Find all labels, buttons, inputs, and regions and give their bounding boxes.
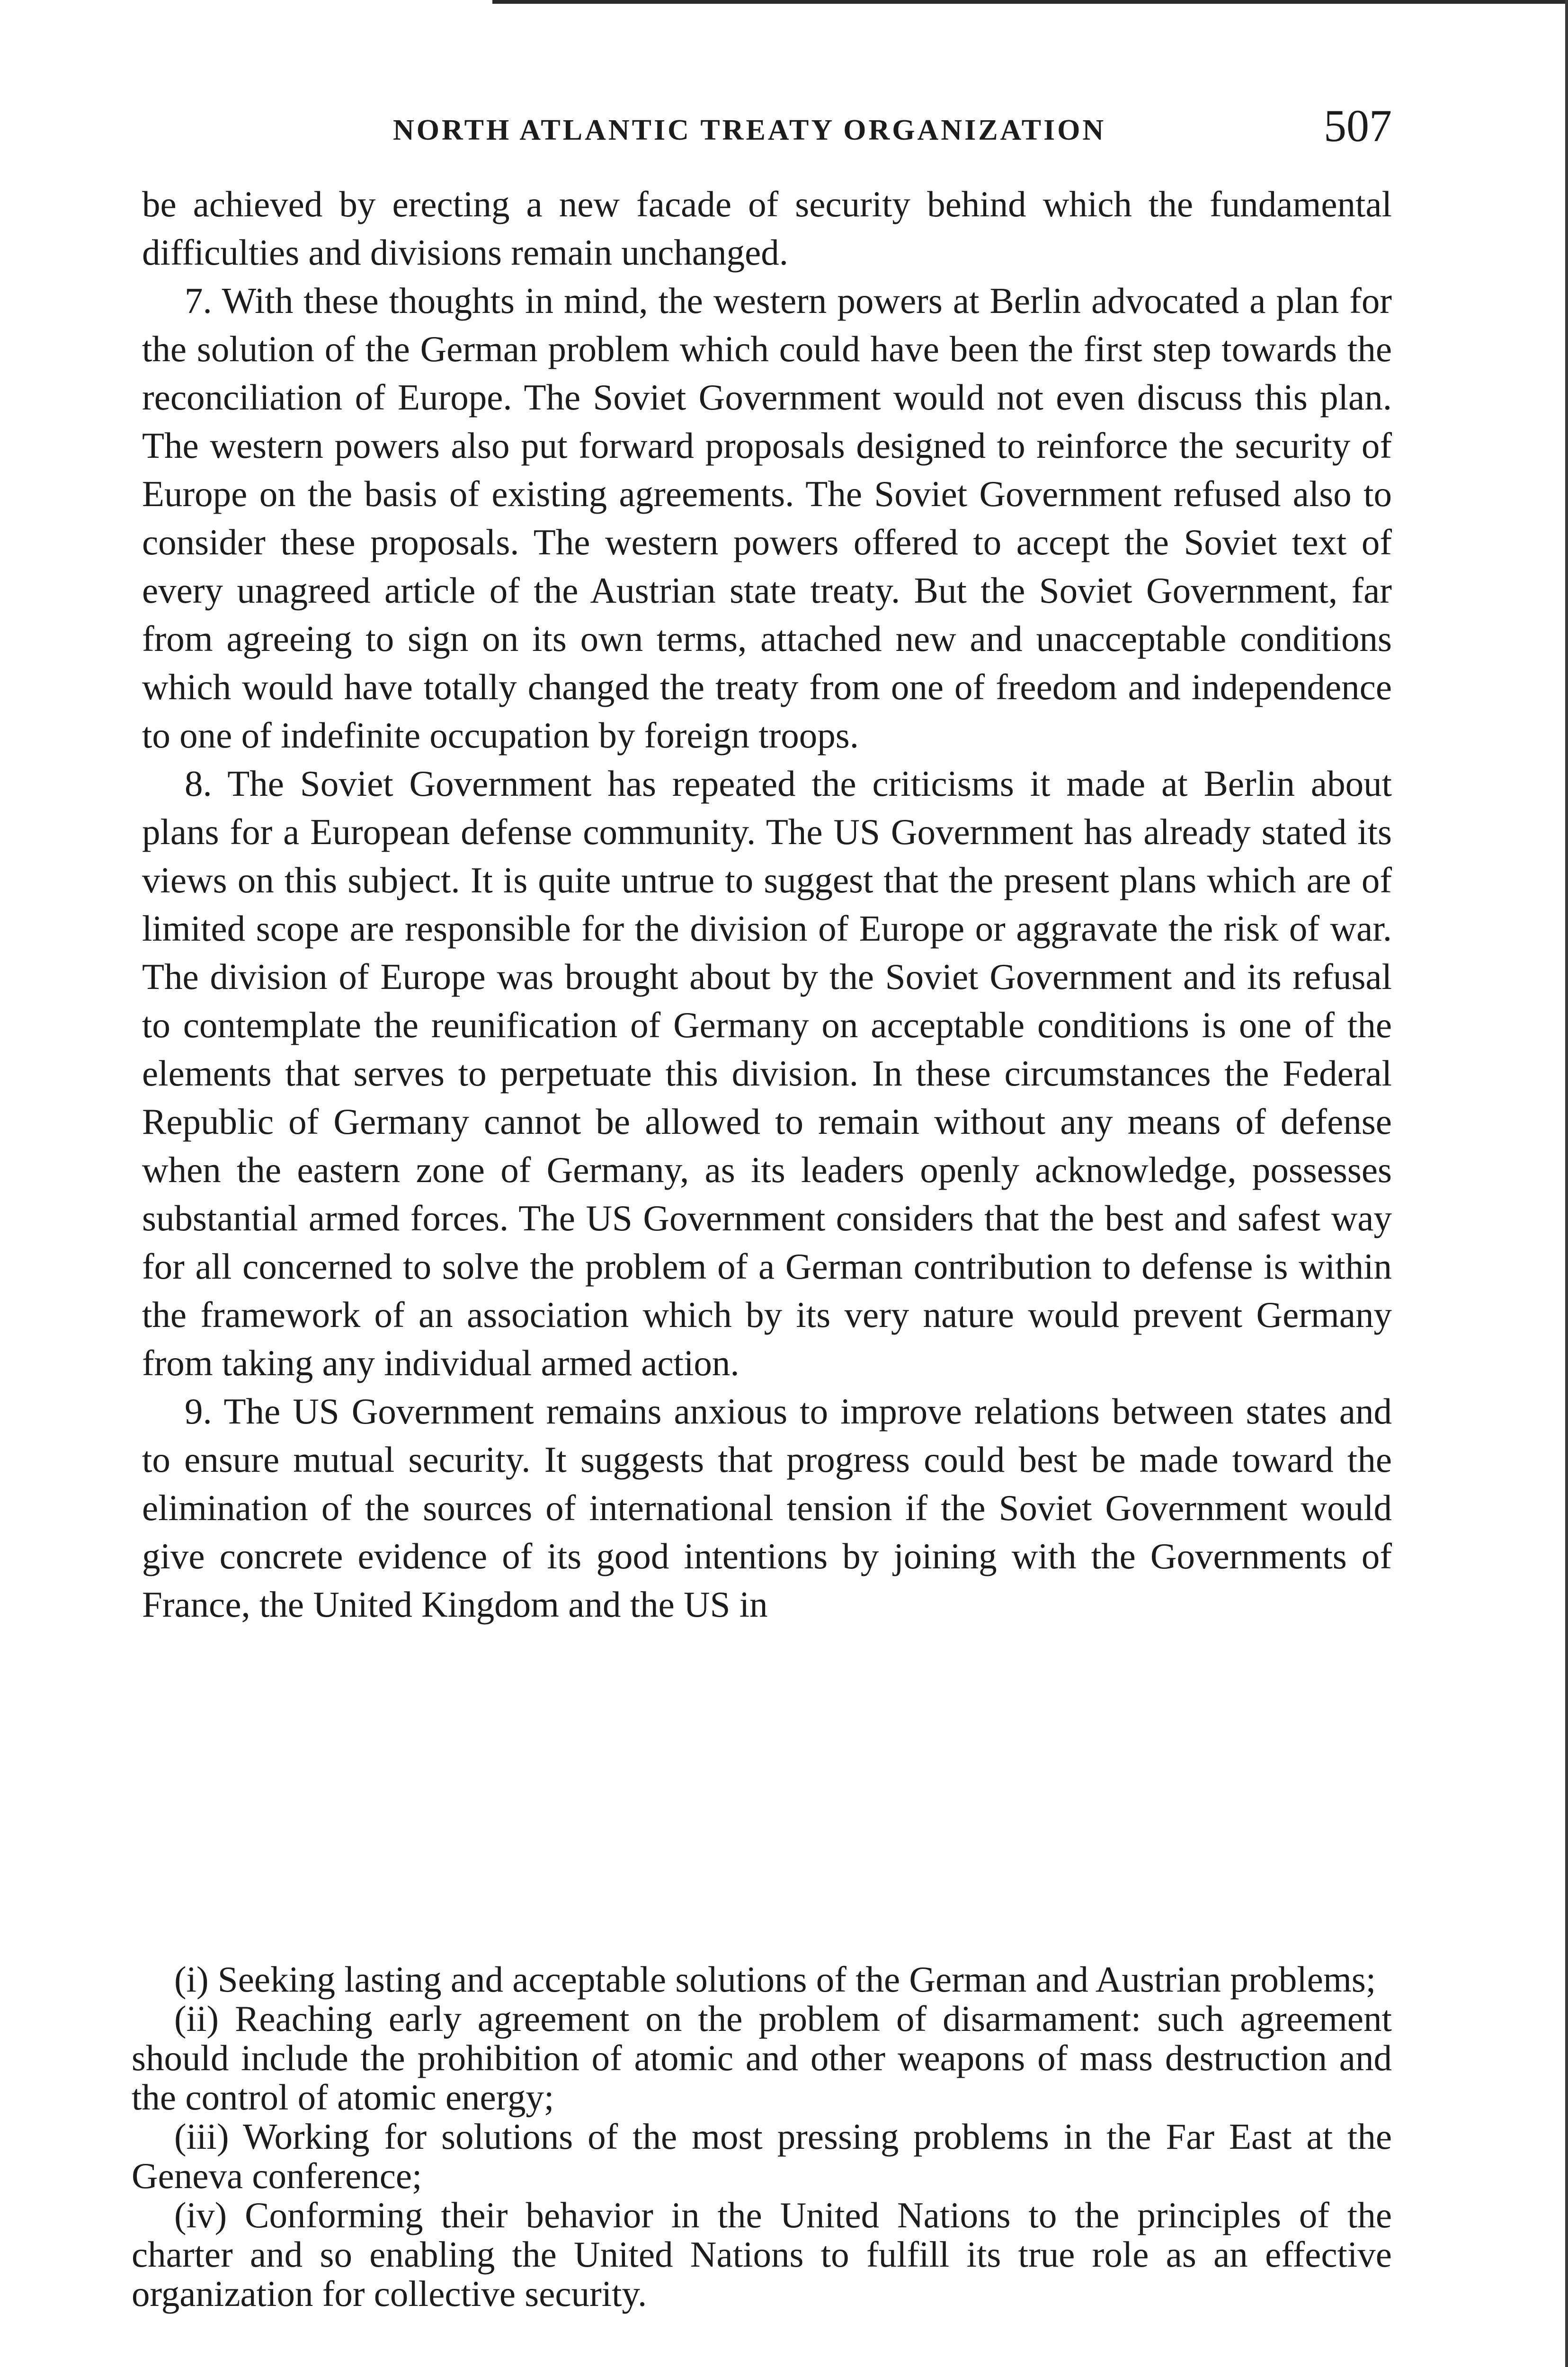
paragraph-8: 8. The Soviet Government has repeated the criticisms it made at Berlin about plans for a European defense community. The US Government has already stated its views on this subject. It is quite untrue to suggest that the present plans which are of limited scope are responsible for the division of Europe or aggravate the risk of war. The division of Europe was brought about by the Soviet Government and its refusal to contemplate the reunification of Germany on acceptable conditions is one of the elements that serves to perpetuate this division. In these circumstances the Federal Republic of Germany cannot be allowed to remain without any means of defense when the eastern zone of Germany, as its leaders openly acknowledge, possesses substantial armed forces. The US Government considers that the best and safest way for all concerned to solve the problem of a German contribution to defense is within the framework of an association which by its very nature would prevent Germany from taking any individual armed action. (142, 763, 1392, 1383)
running-header (142, 99, 1392, 166)
list-item-ii: (ii) Reaching early agreement on the problem of disarmament: such agreement should include the prohibition of atomic and other weapons of mass destruction and the control of atomic energy; (132, 1998, 1392, 2118)
top-border-rule (492, 0, 1568, 4)
paragraph-continuation: be achieved by erecting a new facade of security behind which the fundamental difficulties and divisions remain unchanged. (142, 184, 1392, 273)
paragraph-9: 9. The US Government remains anxious to improve relations between states and to ensure mutual security. It suggests that progress could best be made toward the elimination of the sources of international tension if the Soviet Government would give concrete evidence of its good intentions by joining with the Governments of France, the United Kingdom and the US in (142, 1391, 1392, 1625)
list-item-i: (i) Seeking lasting and acceptable solutions of the German and Austrian problems; (174, 1959, 1376, 2000)
page-number: 507 (1324, 100, 1392, 151)
list-item-iv: (iv) Conforming their behavior in the United Nations to the principles of the charter and so enabling the United Nations to fulfill its true role as an effective organization for collective security. (132, 2195, 1392, 2314)
running-head-title: NORTH ATLANTIC TREATY ORGANIZATION (393, 114, 1106, 146)
proposal-list (132, 1960, 1392, 2314)
right-page-edge (1565, 0, 1568, 2367)
paragraph-7: 7. With these thoughts in mind, the western powers at Berlin advocated a plan for the solution of the German problem which could have been the first step towards the reconciliation of Europe. The Soviet Government would not even discuss this plan. The western powers also put forward proposals designed to reinforce the security of Europe on the basis of existing agreements. The Soviet Government refused also to consider these proposals. The western powers offered to accept the Soviet text of every unagreed article of the Austrian state treaty. But the Soviet Government, far from agreeing to sign on its own terms, attached new and unacceptable conditions which would have totally changed the treaty from one of freedom and independence to one of indefinite occupation by foreign troops. (142, 280, 1392, 756)
body-text (142, 180, 1392, 1628)
list-item-iii: (iii) Working for solutions of the most pressing problems in the Far East at the Geneva conference; (132, 2116, 1392, 2196)
